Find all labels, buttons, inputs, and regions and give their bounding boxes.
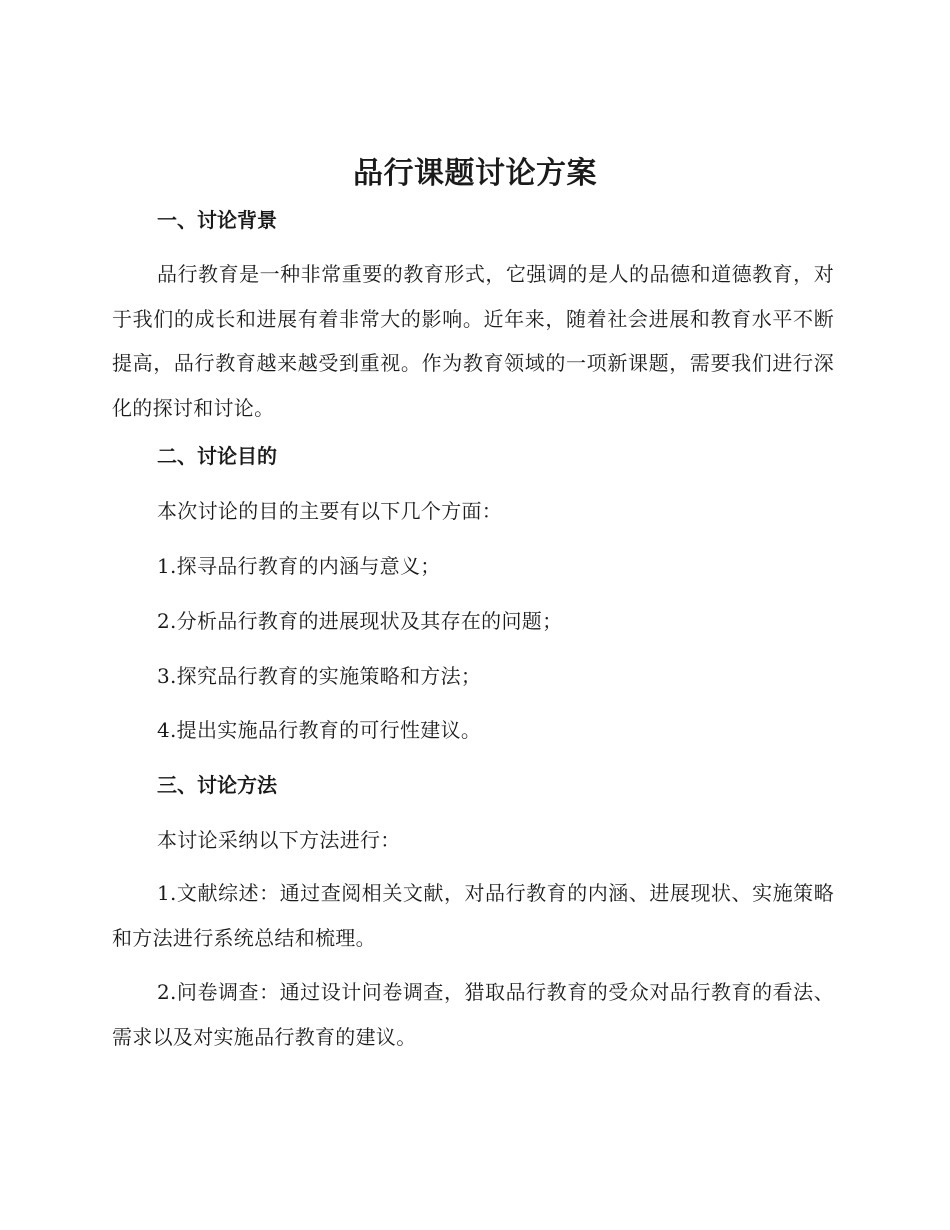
method-item-1: 1.文献综述：通过查阅相关文献，对品行教育的内涵、进展现状、实施策略和方法进行系统总结和梳理。 — [112, 881, 834, 950]
section-heading-purpose: 二、讨论目的 — [157, 444, 277, 468]
method-intro: 本讨论采纳以下方法进行： — [157, 828, 401, 852]
background-paragraph: 品行教育是一种非常重要的教育形式，它强调的是人的品德和道德教育，对于我们的成长和进展有着非常大的影响。近年来，随着社会进展和教育水平不断提高，品行教育越来越受到重视。作为教育领域的一项新课题，需要我们进行深化的探讨和讨论。 — [112, 262, 834, 420]
purpose-item-3: 3.探究品行教育的实施策略和方法； — [157, 664, 482, 688]
section-heading-background: 一、讨论背景 — [157, 208, 277, 232]
purpose-item-4: 4.提出实施品行教育的可行性建议。 — [157, 718, 482, 742]
section-heading-method: 三、讨论方法 — [157, 773, 277, 797]
document-title: 品行课题讨论方案 — [353, 156, 597, 191]
method-item-2: 2.问卷调查：通过设计问卷调查，猎取品行教育的受众对品行教育的看法、需求以及对实施品行教育的建议。 — [112, 980, 834, 1049]
purpose-intro: 本次讨论的目的主要有以下几个方面： — [157, 499, 503, 523]
purpose-item-1: 1.探寻品行教育的内涵与意义； — [157, 554, 441, 578]
purpose-item-2: 2.分析品行教育的进展现状及其存在的问题； — [157, 609, 563, 633]
